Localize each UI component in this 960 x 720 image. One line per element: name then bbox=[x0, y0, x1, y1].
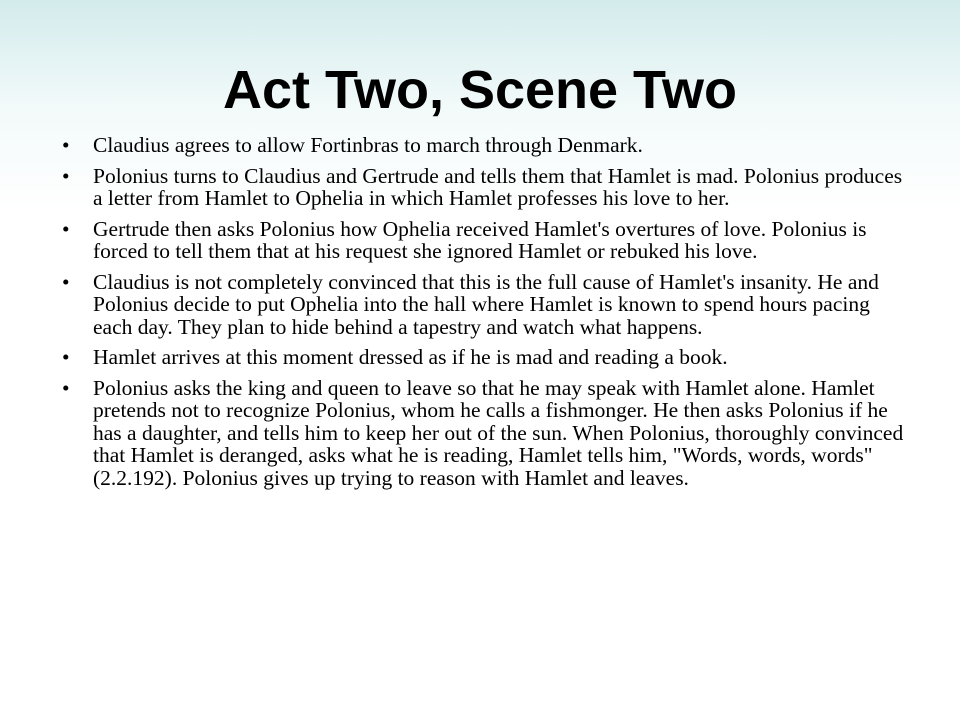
bullet-item bbox=[60, 134, 910, 157]
bullet-text: Gertrude then asks Polonius how Ophelia received Hamlet's overtures of love. Polonius is forced to tell them that at his request she ignored Hamlet or rebuked his love. bbox=[93, 216, 867, 263]
bullet-list bbox=[60, 134, 910, 497]
bullet-text: Polonius asks the king and queen to leave so that he may speak with Hamlet alone. Hamlet pretends not to recognize Polonius, whom he calls a fishmonger. He then asks Polonius if he has a daughter, and tells him to keep her out of the sun. When Polonius, thoroughly convinced that Hamlet is deranged, asks what he is reading, Hamlet tells him, "Words, words, words" (2.2.192). Polonius gives up trying to reason with Hamlet and leaves. bbox=[93, 375, 904, 490]
bullet-dot: • bbox=[62, 216, 70, 241]
bullet-dot: • bbox=[62, 163, 70, 188]
bullet-item bbox=[60, 346, 910, 369]
bullet-text: Hamlet arrives at this moment dressed as if he is mad and reading a book. bbox=[93, 345, 728, 369]
bullet-item bbox=[60, 271, 910, 339]
bullet-dot: • bbox=[62, 269, 70, 294]
bullet-dot: • bbox=[62, 345, 70, 369]
bullet-item bbox=[60, 377, 910, 490]
bullet-item bbox=[60, 165, 910, 210]
bullet-text: Claudius is not completely convinced that this is the full cause of Hamlet's insanity. He and Polonius decide to put Ophelia into the hall where Hamlet is known to spend hours pacing each day. They plan to hide behind a tapestry and watch what happens. bbox=[93, 269, 879, 339]
bullet-item bbox=[60, 218, 910, 263]
bullet-dot: • bbox=[62, 375, 70, 400]
bullet-text: Polonius turns to Claudius and Gertrude and tells them that Hamlet is mad. Polonius produces a letter from Hamlet to Ophelia in which Hamlet professes his love to her. bbox=[93, 163, 903, 210]
bullet-dot: • bbox=[62, 133, 70, 157]
slide-title: Act Two, Scene Two bbox=[222, 60, 738, 120]
bullet-text: Claudius agrees to allow Fortinbras to march through Denmark. bbox=[93, 133, 643, 157]
